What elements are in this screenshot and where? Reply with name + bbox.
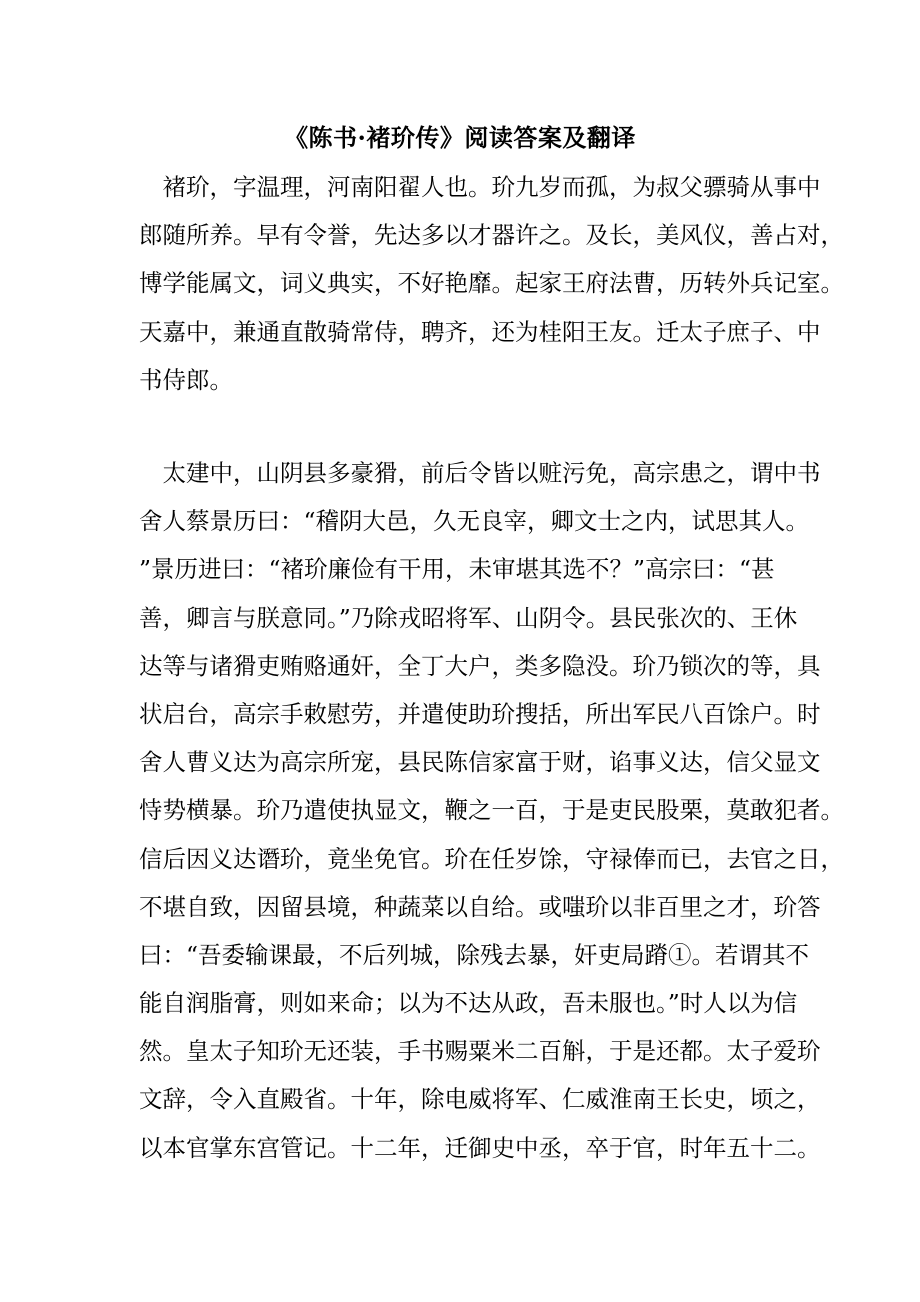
document-title: 《陈书·褚玠传》阅读答案及翻译 (284, 123, 636, 152)
text-line: 天嘉中，兼通直散骑常侍，聘齐，还为桂阳王友。迁太子庶子、中 (139, 317, 821, 346)
paragraph-2 (139, 449, 844, 1172)
text-line: 舍人曹义达为高宗所宠，县民陈信家富于财，谄事义达，信父显文 (139, 748, 821, 777)
text-line: 博学能属文，词义典实，不好艳靡。起家王府法曹，历转外兵记室。 (139, 269, 844, 298)
text-line: 太建中，山阴县多豪猾，前后令皆以赃污免，高宗患之，谓中书 (139, 459, 821, 487)
text-line: 郎随所养。早有令誉，先达多以才器许之。及长，美风仪，善占对， (139, 221, 844, 250)
text-line: 恃势横暴。玠乃遣使执显文，鞭之一百，于是吏民股栗，莫敢犯者。 (139, 796, 844, 825)
text-line: 能自润脂膏，则如来命；以为不达从政，吾未服也。”时人以为信 (139, 989, 798, 1018)
paragraph-1 (139, 163, 844, 404)
text-line: 以本官掌东宫管记。十二年，迁御史中丞，卒于官，时年五十二。 (139, 1133, 821, 1162)
text-line: 善，卿言与朕意同。”乃除戎昭将军、山阴令。县民张次的、王休 (139, 603, 798, 632)
text-line: 不堪自致，因留县境，种蔬菜以自给。或嗤玠以非百里之才，玠答 (139, 892, 821, 921)
text-line: 曰：“吾委输课最，不后列城，除残去暴，奸吏局蹐①。若谓其不 (139, 940, 810, 969)
text-line: 达等与诸猾吏贿赂通奸，全丁大户，类多隐没。玠乃锁次的等，具 (139, 651, 821, 680)
text-line: 信后因义达谮玠，竟坐免官。玠在任岁馀，守禄俸而已，去官之日， (139, 844, 844, 873)
text-line: 文辞，令入直殿省。十年，除电威将军、仁威淮南王长史，顷之， (139, 1085, 821, 1114)
text-line: 书侍郎。 (139, 365, 233, 394)
text-line: 舍人蔡景历曰：“稽阴大邑，久无良宰，卿文士之内，试思其人。 (139, 507, 810, 536)
text-line: 然。皇太子知玠无还装，手书赐粟米二百斛，于是还都。太子爱玠 (139, 1037, 821, 1066)
text-line: ”景历进曰：“褚玠廉俭有干用，未审堪其选不？”高宗曰：“甚 (139, 555, 775, 584)
text-line: 状启台，高宗手敕慰劳，并遣使助玠搜括，所出军民八百馀户。时 (139, 699, 821, 728)
text-line: 褚玠，字温理，河南阳翟人也。玠九岁而孤，为叔父骠骑从事中 (139, 173, 821, 201)
